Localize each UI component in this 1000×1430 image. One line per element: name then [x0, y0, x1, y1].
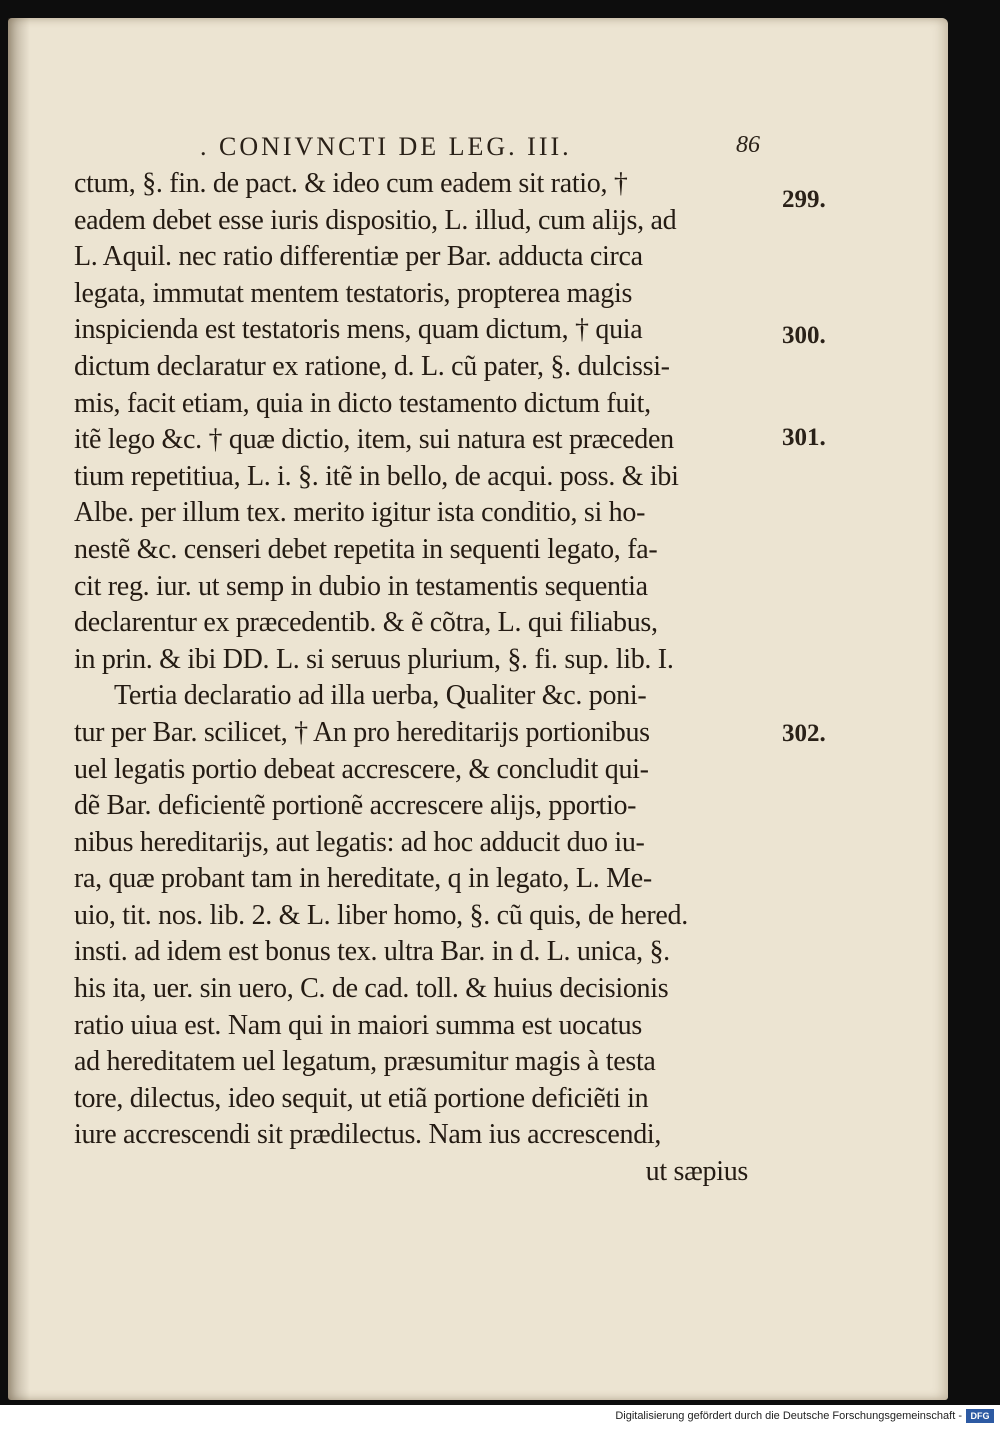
text-line: uel legatis portio debeat accrescere, & concludit qui-: [74, 753, 649, 785]
page-header: [172, 132, 772, 162]
text-line: inspicienda est testatoris mens, quam dictum, † quia: [74, 314, 643, 346]
marginal-number: 300.: [782, 322, 826, 349]
marginal-number: 302.: [782, 720, 826, 747]
marginal-number: 301.: [782, 424, 826, 451]
catchword-line: ut sæpius: [645, 1156, 748, 1188]
text-line: legata, immutat mentem testatoris, propterea magis: [74, 277, 633, 309]
text-line: insti. ad idem est bonus tex. ultra Bar. in d. L. unica, §.: [74, 936, 670, 968]
text-line: L. Aquil. nec ratio differentiæ per Bar. adducta circa: [74, 241, 643, 273]
page-gutter-shadow: [8, 18, 30, 1400]
text-line: dẽ Bar. deficientẽ portionẽ accrescere alijs, pportio-: [74, 790, 637, 822]
text-line: his ita, uer. sin uero, C. de cad. toll. & huius decisionis: [74, 973, 669, 1005]
text-line: declarentur ex præcedentib. & ẽ cõtra, L. qui filiabus,: [74, 607, 658, 639]
text-line: Albe. per illum tex. merito igitur ista conditio, si ho-: [74, 497, 646, 529]
text-line: tium repetitiua, L. i. §. itẽ in bello, de acqui. poss. & ibi: [74, 460, 679, 492]
text-line: ratio uiua est. Nam qui in maiori summa est uocatus: [74, 1009, 642, 1041]
text-line: uio, tit. nos. lib. 2. & L. liber homo, §. cũ quis, de hered.: [74, 899, 688, 931]
running-title: . CONIVNCTI DE LEG. III.: [200, 132, 572, 161]
text-line: ctum, §. fin. de pact. & ideo cum eadem sit ratio, †: [74, 168, 628, 199]
text-line: itẽ lego &c. † quæ dictio, item, sui natura est præceden: [74, 424, 674, 456]
text-line: cit reg. iur. ut semp in dubio in testamentis sequentia: [74, 570, 648, 602]
text-line: tore, dilectus, ideo sequit, ut etiã portione deficiẽti in: [74, 1082, 649, 1114]
paragraph-start-line: Tertia declaratio ad illa uerba, Qualiter &c. poni-: [114, 680, 647, 712]
text-line: tur per Bar. scilicet, † An pro hereditarijs portionibus: [74, 716, 650, 748]
folio-number: 86: [736, 132, 760, 158]
marginal-number: 299.: [782, 186, 826, 213]
text-line: mis, facit etiam, quia in dicto testamento dictum fuit,: [74, 387, 651, 419]
text-line: nestẽ &c. censeri debet repetita in sequenti legato, fa-: [74, 533, 658, 565]
text-line: iure accrescendi sit prædilectus. Nam ius accrescendi,: [74, 1119, 662, 1151]
text-line: in prin. & ibi DD. L. si seruus plurium, §. fi. sup. lib. I.: [74, 643, 674, 675]
body-text: [74, 166, 774, 1191]
digitization-credit: Digitalisierung gefördert durch die Deutsche Forschungsgemeinschaft -: [615, 1410, 962, 1422]
text-line: eadem debet esse iuris dispositio, L. illud, cum alijs, ad: [74, 204, 677, 236]
dfg-logo-icon: DFG: [966, 1409, 994, 1423]
text-line: ad hereditatem uel legatum, præsumitur magis à testa: [74, 1046, 656, 1078]
text-line: ra, quæ probant tam in hereditate, q in legato, L. Me-: [74, 863, 652, 895]
text-line: nibus hereditarijs, aut legatis: ad hoc adducit duo iu-: [74, 826, 645, 858]
text-line: dictum declaratur ex ratione, d. L. cũ pater, §. dulcissi-: [74, 350, 670, 382]
